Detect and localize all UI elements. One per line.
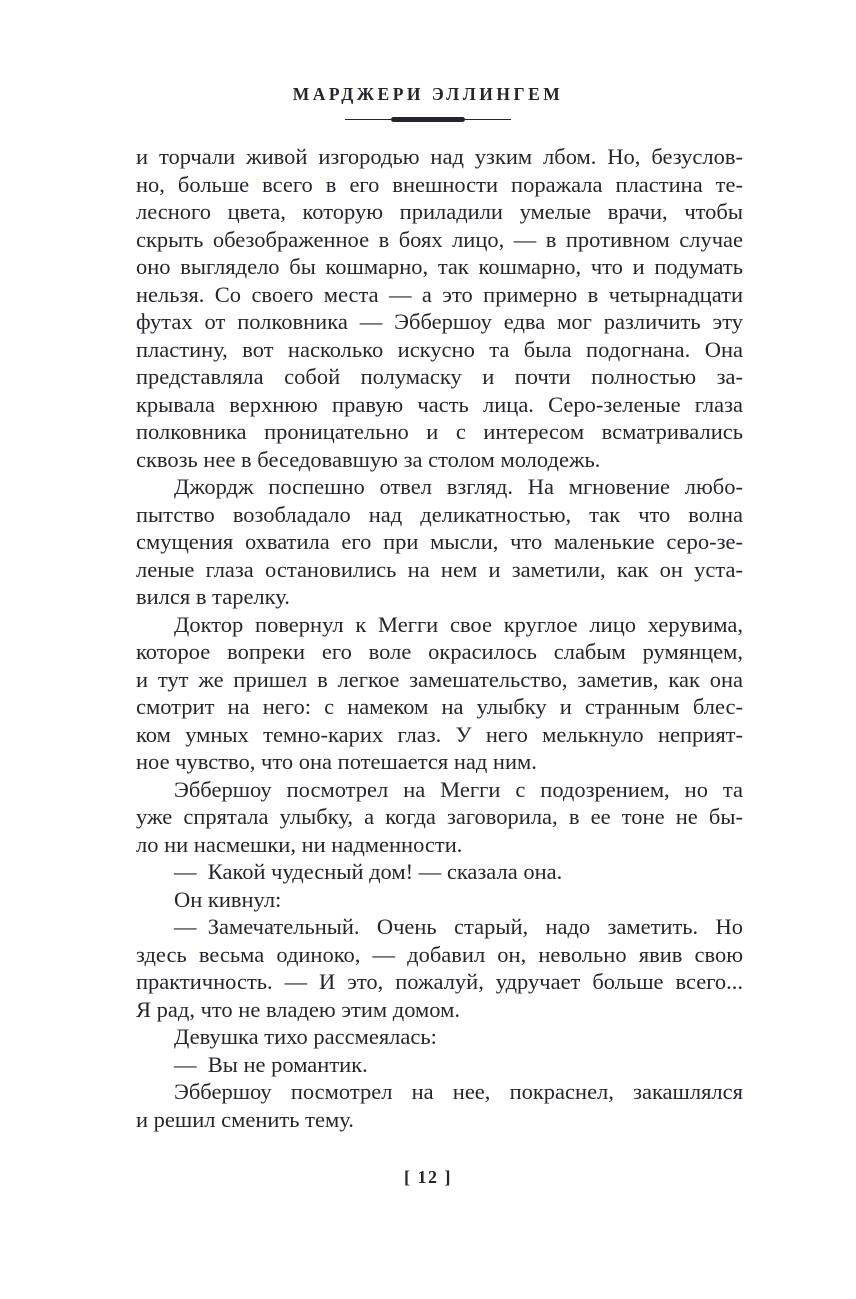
text-line: практичность. — И это, пожалуй, удручает больше всего... (136, 969, 743, 994)
header-divider-ornament (345, 116, 511, 123)
text-line: которое вопреки его воле окрасилось слабым румянцем, (136, 639, 743, 664)
text-line: уже спрятала улыбку, а когда заговорила, в ее тоне не бы- (136, 804, 743, 829)
text-line: и торчали живой изгородью над узким лбом. Но, безуслов- (136, 144, 743, 169)
text-line: Он кивнул: (174, 886, 282, 912)
text-line: ком умных темно-карих глаз. У него мелькнуло неприят- (136, 721, 743, 747)
text-line: — Вы не романтик. (174, 1051, 368, 1077)
text-line: вился в тарелку. (136, 584, 290, 609)
text-line: лесного цвета, которую приладили умелые врачи, чтобы (136, 199, 743, 224)
paragraph (136, 886, 743, 914)
text-line: — Какой чудесный дом! — сказала она. (174, 859, 563, 884)
text-line: Доктор повернул к Мегги свое круглое лицо херувима, (174, 611, 743, 637)
text-line: — Замечательный. Очень старый, надо заметить. Но (174, 914, 743, 939)
text-line: ное чувство, что она потешается над ним. (136, 749, 537, 774)
text-line: Девушка тихо рассмеялась: (174, 1024, 437, 1049)
page-body (136, 143, 743, 1133)
text-line: и решил сменить тему. (136, 1106, 354, 1132)
text-line: сквозь нее в беседовавшую за столом молодежь. (136, 446, 601, 472)
text-line: смущения охватила его при мысли, что маленькие серо-зе- (136, 529, 743, 554)
text-line: Эббершоу посмотрел на Мегги с подозрением, но та (174, 776, 743, 802)
text-line: и тут же пришел в легкое замешательство, заметив, как она (136, 666, 743, 692)
page-number: [ 12 ] (404, 1167, 452, 1187)
text-line: пытство возобладало над деликатностью, так что волна (136, 501, 743, 527)
paragraph (136, 143, 743, 473)
text-line: здесь весьма одиноко, — добавил он, невольно явив свою (136, 941, 743, 967)
text-line: пластину, вот насколько искусно та была подогнана. Она (136, 336, 743, 362)
text-line: Джордж поспешно отвел взгляд. На мгновение любо- (174, 474, 743, 499)
text-line: футах от полковника — Эббершоу едва мог различить эту (136, 309, 743, 334)
running-head-author: МАРДЖЕРИ ЭЛЛИНГЕМ (292, 84, 564, 104)
paragraph (136, 611, 743, 776)
paragraph (136, 1051, 743, 1079)
text-line: но, больше всего в его внешности поражала пластина те- (136, 171, 743, 197)
text-line: нельзя. Со своего места — а это примерно в четырнадцати (136, 281, 743, 307)
divider-thick-center (391, 117, 465, 122)
text-line: крывала верхнюю правую часть лица. Серо-зеленые глаза (136, 391, 743, 417)
text-line: смотрит на него: с намеком на улыбку и странным блес- (136, 694, 743, 719)
text-line: Эббершоу посмотрел на нее, покраснел, закашлялся (174, 1079, 743, 1104)
paragraph (136, 913, 743, 1023)
text-line: Я рад, что не владею этим домом. (136, 996, 460, 1022)
paragraph (136, 858, 743, 886)
paragraph (136, 1078, 743, 1133)
text-line: оно выглядело бы кошмарно, так кошмарно, что и подумать (136, 254, 743, 279)
text-line: представляла собой полумаску и почти полностью за- (136, 364, 743, 389)
paragraph (136, 1023, 743, 1051)
text-line: ло ни насмешки, ни надменности. (136, 831, 463, 857)
paragraph (136, 473, 743, 611)
paragraph (136, 776, 743, 859)
text-line: полковника проницательно и с интересом всматривались (136, 419, 743, 444)
text-line: скрыть обезображенное в боях лицо, — в противном случае (136, 226, 743, 252)
text-line: леные глаза остановились на нем и заметили, как он уста- (136, 556, 743, 582)
